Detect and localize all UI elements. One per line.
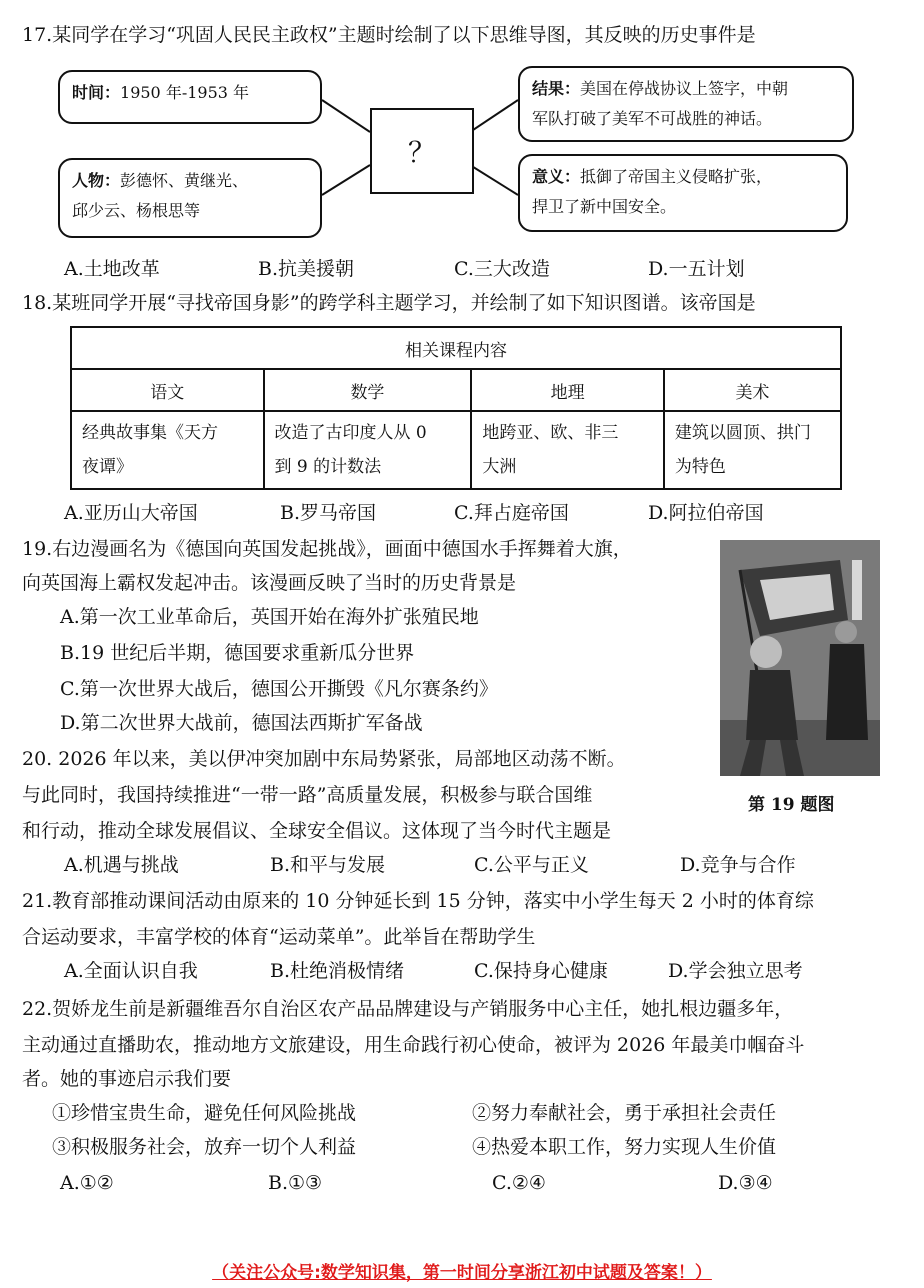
q22-item-2: ②努力奉献社会，勇于承担社会责任 xyxy=(472,1102,777,1124)
time-value: 1950 年-1953 年 xyxy=(120,83,250,102)
q21-option-a[interactable]: A.全面认识自我 xyxy=(64,960,198,982)
q18-option-a[interactable]: A.亚历山大帝国 xyxy=(64,502,198,524)
q21-option-c[interactable]: C.保持身心健康 xyxy=(474,960,608,982)
q21-option-b[interactable]: B.杜绝消极情绪 xyxy=(270,960,405,982)
q17-option-c[interactable]: C.三大改造 xyxy=(454,258,550,280)
comic-illustration xyxy=(720,540,880,776)
knowledge-table xyxy=(70,326,842,490)
q18-stem: 18.某班同学开展“寻找帝国身影”的跨学科主题学习，并绘制了如下知识图谱。该帝国是 xyxy=(22,292,756,314)
q19-stem-line2: 向英国海上霸权发起冲击。该漫画反映了当时的历史背景是 xyxy=(22,572,517,594)
header-geography: 地理 xyxy=(471,369,664,411)
q19-option-c[interactable]: C.第一次世界大战后，德国公开撕毁《凡尔赛条约》 xyxy=(60,678,498,700)
q22-option-b[interactable]: B.①③ xyxy=(268,1172,323,1194)
mindmap-people-box xyxy=(58,158,322,238)
q22-option-d[interactable]: D.③④ xyxy=(718,1172,773,1194)
header-art: 美术 xyxy=(664,369,841,411)
people-label: 人物： xyxy=(72,171,121,190)
cell-geography: 地跨亚、欧、非三 大洲 xyxy=(471,411,664,489)
q22-option-c[interactable]: C.②④ xyxy=(492,1172,546,1194)
q20-option-b[interactable]: B.和平与发展 xyxy=(270,854,386,876)
q17-option-a[interactable]: A.土地改革 xyxy=(64,258,160,280)
q21-option-d[interactable]: D.学会独立思考 xyxy=(668,960,803,982)
q21-stem-line2: 合运动要求，丰富学校的体育“运动菜单”。此举旨在帮助学生 xyxy=(22,926,536,948)
q22-item-4: ④热爱本职工作，努力实现人生价值 xyxy=(472,1136,777,1158)
q20-option-d[interactable]: D.竞争与合作 xyxy=(680,854,796,876)
q19-option-d[interactable]: D.第二次世界大战前，德国法西斯扩军备战 xyxy=(60,712,423,734)
mindmap-result-box xyxy=(518,66,854,142)
footer-note: （关注公众号:数学知识集，第一时间分享浙江初中试题及答案！） xyxy=(212,1263,712,1283)
q17-stem: 17.某同学在学习“巩固人民民主政权”主题时绘制了以下思维导图，其反映的历史事件是 xyxy=(22,24,756,46)
mindmap-center-box xyxy=(370,108,474,194)
q17-option-b[interactable]: B.抗美援朝 xyxy=(258,258,355,280)
table-title: 相关课程内容 xyxy=(71,327,841,369)
cell-math: 改造了古印度人从 0 到 9 的计数法 xyxy=(264,411,472,489)
meaning-value: 抵御了帝国主义侵略扩张， xyxy=(580,167,773,186)
q19-option-a[interactable]: A.第一次工业革命后，英国开始在海外扩张殖民地 xyxy=(60,606,479,628)
q20-stem-line3: 和行动，推动全球发展倡议、全球安全倡议。这体现了当今时代主题是 xyxy=(22,820,612,842)
q17-option-d[interactable]: D.一五计划 xyxy=(648,258,745,280)
meaning-value-2: 捍卫了新中国安全。 xyxy=(532,197,677,216)
mindmap-time-box xyxy=(58,70,322,124)
cell-art: 建筑以圆顶、拱门 为特色 xyxy=(664,411,841,489)
q20-stem-line2: 与此同时，我国持续推进“一带一路”高质量发展，积极参与联合国维 xyxy=(22,784,593,806)
q19-option-b[interactable]: B.19 世纪后半期，德国要求重新瓜分世界 xyxy=(60,642,415,664)
q22-stem-line1: 22.贺娇龙生前是新疆维吾尔自治区农产品品牌建设与产销服务中心主任，她扎根边疆多年， xyxy=(22,998,794,1020)
people-value-2: 邱少云、杨根思等 xyxy=(72,201,201,220)
result-label: 结果： xyxy=(532,79,581,98)
header-chinese: 语文 xyxy=(71,369,264,411)
q18-option-d[interactable]: D.阿拉伯帝国 xyxy=(648,502,764,524)
q22-item-3: ③积极服务社会，放弃一切个人利益 xyxy=(52,1136,357,1158)
q20-option-c[interactable]: C.公平与正义 xyxy=(474,854,589,876)
q21-stem-line1: 21.教育部推动课间活动由原来的 10 分钟延长到 15 分钟，落实中小学生每天 2 小时的体育综 xyxy=(22,890,814,912)
time-label: 时间： xyxy=(72,83,121,102)
q19-stem-line1: 19.右边漫画名为《德国向英国发起挑战》，画面中德国水手挥舞着大旗， xyxy=(22,538,632,560)
mindmap-meaning-box xyxy=(518,154,848,232)
q22-item-1: ①珍惜宝贵生命，避免任何风险挑战 xyxy=(52,1102,357,1124)
q22-stem-line2: 主动通过直播助农，推动地方文旅建设，用生命践行初心使命，被评为 2026 年最美巾帼奋斗 xyxy=(22,1034,805,1056)
people-value: 彭德怀、黄继光、 xyxy=(120,171,249,190)
meaning-label: 意义： xyxy=(532,167,581,186)
comic-caption: 第 19 题图 xyxy=(748,795,835,815)
q22-stem-line3: 者。她的事迹启示我们要 xyxy=(22,1068,232,1090)
center-question-mark: ？ xyxy=(407,136,436,169)
cell-chinese: 经典故事集《天方 夜谭》 xyxy=(71,411,264,489)
q20-stem-line1: 20. 2026 年以来，美以伊冲突加剧中东局势紧张，局部地区动荡不断。 xyxy=(22,748,626,770)
header-math: 数学 xyxy=(264,369,472,411)
result-value: 美国在停战协议上签字，中朝 xyxy=(580,79,789,98)
q18-option-b[interactable]: B.罗马帝国 xyxy=(280,502,377,524)
q20-option-a[interactable]: A.机遇与挑战 xyxy=(64,854,179,876)
result-value-2: 军队打破了美军不可战胜的神话。 xyxy=(532,109,773,128)
q18-option-c[interactable]: C.拜占庭帝国 xyxy=(454,502,569,524)
q22-option-a[interactable]: A.①② xyxy=(60,1172,114,1194)
